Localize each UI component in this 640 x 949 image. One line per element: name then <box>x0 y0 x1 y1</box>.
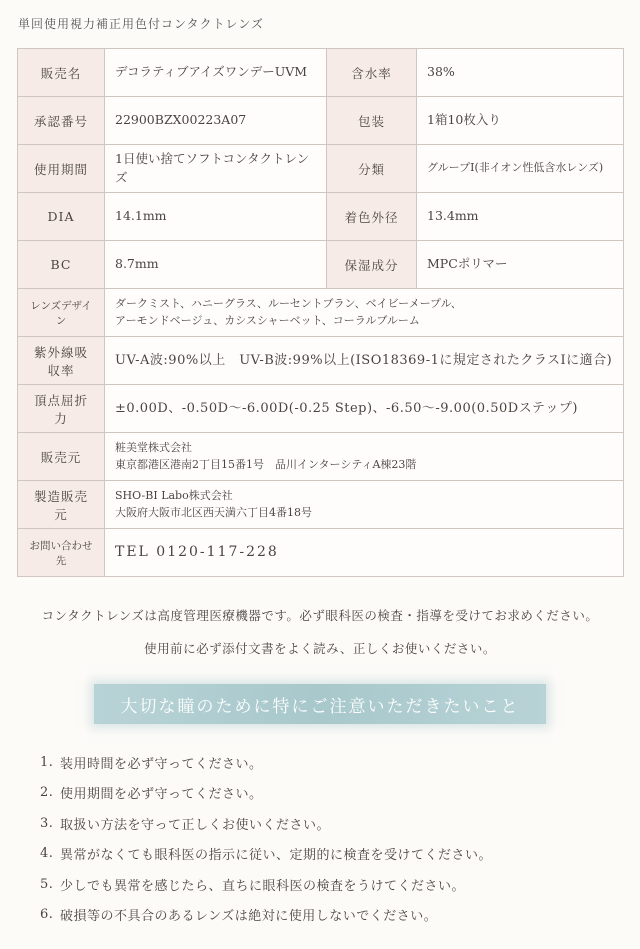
lens-design-row <box>18 289 624 337</box>
lens-design-value <box>105 289 624 337</box>
spec-label: 販売名 <box>18 49 105 97</box>
spec-row <box>18 97 624 145</box>
uv-row <box>18 337 624 385</box>
spec-label: 使用期間 <box>18 145 105 193</box>
spec-label: BC <box>18 241 105 289</box>
uv-label: 紫外線吸収率 <box>18 337 105 385</box>
manufacturer-address: 大阪府大阪市北区西天満六丁目4番18号 <box>115 505 312 519</box>
caution-text: 取扱い方法を守って正しくお使いください。 <box>60 817 331 833</box>
spec-label: 保湿成分 <box>327 241 417 289</box>
contact-phone: TEL 0120-117-228 <box>105 529 624 577</box>
caution-item <box>40 900 492 931</box>
spec-value: 13.4mm <box>417 193 624 241</box>
spec-row <box>18 241 624 289</box>
spec-label: DIA <box>18 193 105 241</box>
notice-read-instructions: 使用前に必ず添付文書をよく読み、正しくお使いください。 <box>144 641 496 656</box>
notice-medical-device: コンタクトレンズは高度管理医療機器です。必ず眼科医の検査・指導を受けてお求めください。 <box>41 608 599 623</box>
power-label: 頂点屈折力 <box>18 385 105 433</box>
manufacturer-value <box>105 481 624 529</box>
spec-label: 分類 <box>327 145 417 193</box>
document-title: 単回使用視力補正用色付コンタクトレンズ <box>18 17 264 31</box>
lens-design-label: レンズデザイン <box>18 289 105 337</box>
spec-value: 1箱10枚入り <box>417 97 624 145</box>
caution-number: 5. <box>40 876 54 892</box>
seller-name: 粧美堂株式会社 <box>115 441 192 454</box>
caution-item <box>40 869 492 900</box>
caution-list <box>40 747 492 930</box>
contact-label: お問い合わせ先 <box>18 529 105 577</box>
caution-number: 6. <box>40 907 54 923</box>
caution-text: 異常がなくても眼科医の指示に従い、定期的に検査を受けてください。 <box>60 848 493 864</box>
spec-value: MPCポリマー <box>417 241 624 289</box>
spec-value: 38% <box>417 49 624 97</box>
seller-row <box>18 433 624 481</box>
contact-row <box>18 529 624 577</box>
caution-text: 破損等の不具合のあるレンズは絶対に使用しないでください。 <box>60 909 438 925</box>
spec-label: 含水率 <box>327 49 417 97</box>
spec-label: 包装 <box>327 97 417 145</box>
spec-value: デコラティブアイズワンデーUVM <box>105 49 327 97</box>
spec-table <box>17 48 624 577</box>
seller-value <box>105 433 624 481</box>
caution-number: 3. <box>40 815 54 831</box>
spec-value: 14.1mm <box>105 193 327 241</box>
seller-label: 販売元 <box>18 433 105 481</box>
manufacturer-label: 製造販売元 <box>18 481 105 529</box>
caution-banner <box>94 684 546 724</box>
caution-text: 装用時間を必ず守ってください。 <box>60 756 263 772</box>
manufacturer-name: SHO-BI Labo株式会社 <box>115 489 233 502</box>
spec-row <box>18 49 624 97</box>
manufacturer-row <box>18 481 624 529</box>
caution-text: 使用期間を必ず守ってください。 <box>60 787 263 803</box>
spec-label: 承認番号 <box>18 97 105 145</box>
caution-banner-text: 大切な瞳のために特にご注意いただきたいこと <box>120 696 520 717</box>
caution-number: 4. <box>40 846 54 862</box>
spec-value: 1日使い捨てソフトコンタクトレンズ <box>105 145 327 193</box>
spec-value: 22900BZX00223A07 <box>105 97 327 145</box>
caution-number: 1. <box>40 754 54 770</box>
caution-number: 2. <box>40 785 54 801</box>
spec-label: 着色外径 <box>327 193 417 241</box>
spec-row <box>18 145 624 193</box>
caution-item <box>40 747 492 778</box>
lens-design-line: アーモンドベージュ、カシスシャーベット、コーラルブルーム <box>115 313 420 327</box>
caution-text: 少しでも異常を感じたら、直ちに眼科医の検査をうけてください。 <box>60 878 466 894</box>
seller-address: 東京都港区港南2丁目15番1号 品川インターシティA棟23階 <box>115 457 417 471</box>
lens-design-line: ダークミスト、ハニーグラス、ルーセントブラン、ベイビーメープル、 <box>115 297 462 310</box>
caution-item <box>40 808 492 839</box>
spec-row <box>18 193 624 241</box>
spec-value: グループⅠ(非イオン性低含水レンズ) <box>417 145 624 193</box>
spec-value: 8.7mm <box>105 241 327 289</box>
caution-item <box>40 839 492 870</box>
caution-item <box>40 778 492 809</box>
power-row <box>18 385 624 433</box>
power-value: ±0.00D、-0.50D～-6.00D(-0.25 Step)、-6.50～-9.00(0.50Dステップ) <box>105 385 624 433</box>
uv-value: UV-A波:90%以上 UV-B波:99%以上(ISO18369-1に規定されたクラスⅠに適合) <box>105 337 624 385</box>
